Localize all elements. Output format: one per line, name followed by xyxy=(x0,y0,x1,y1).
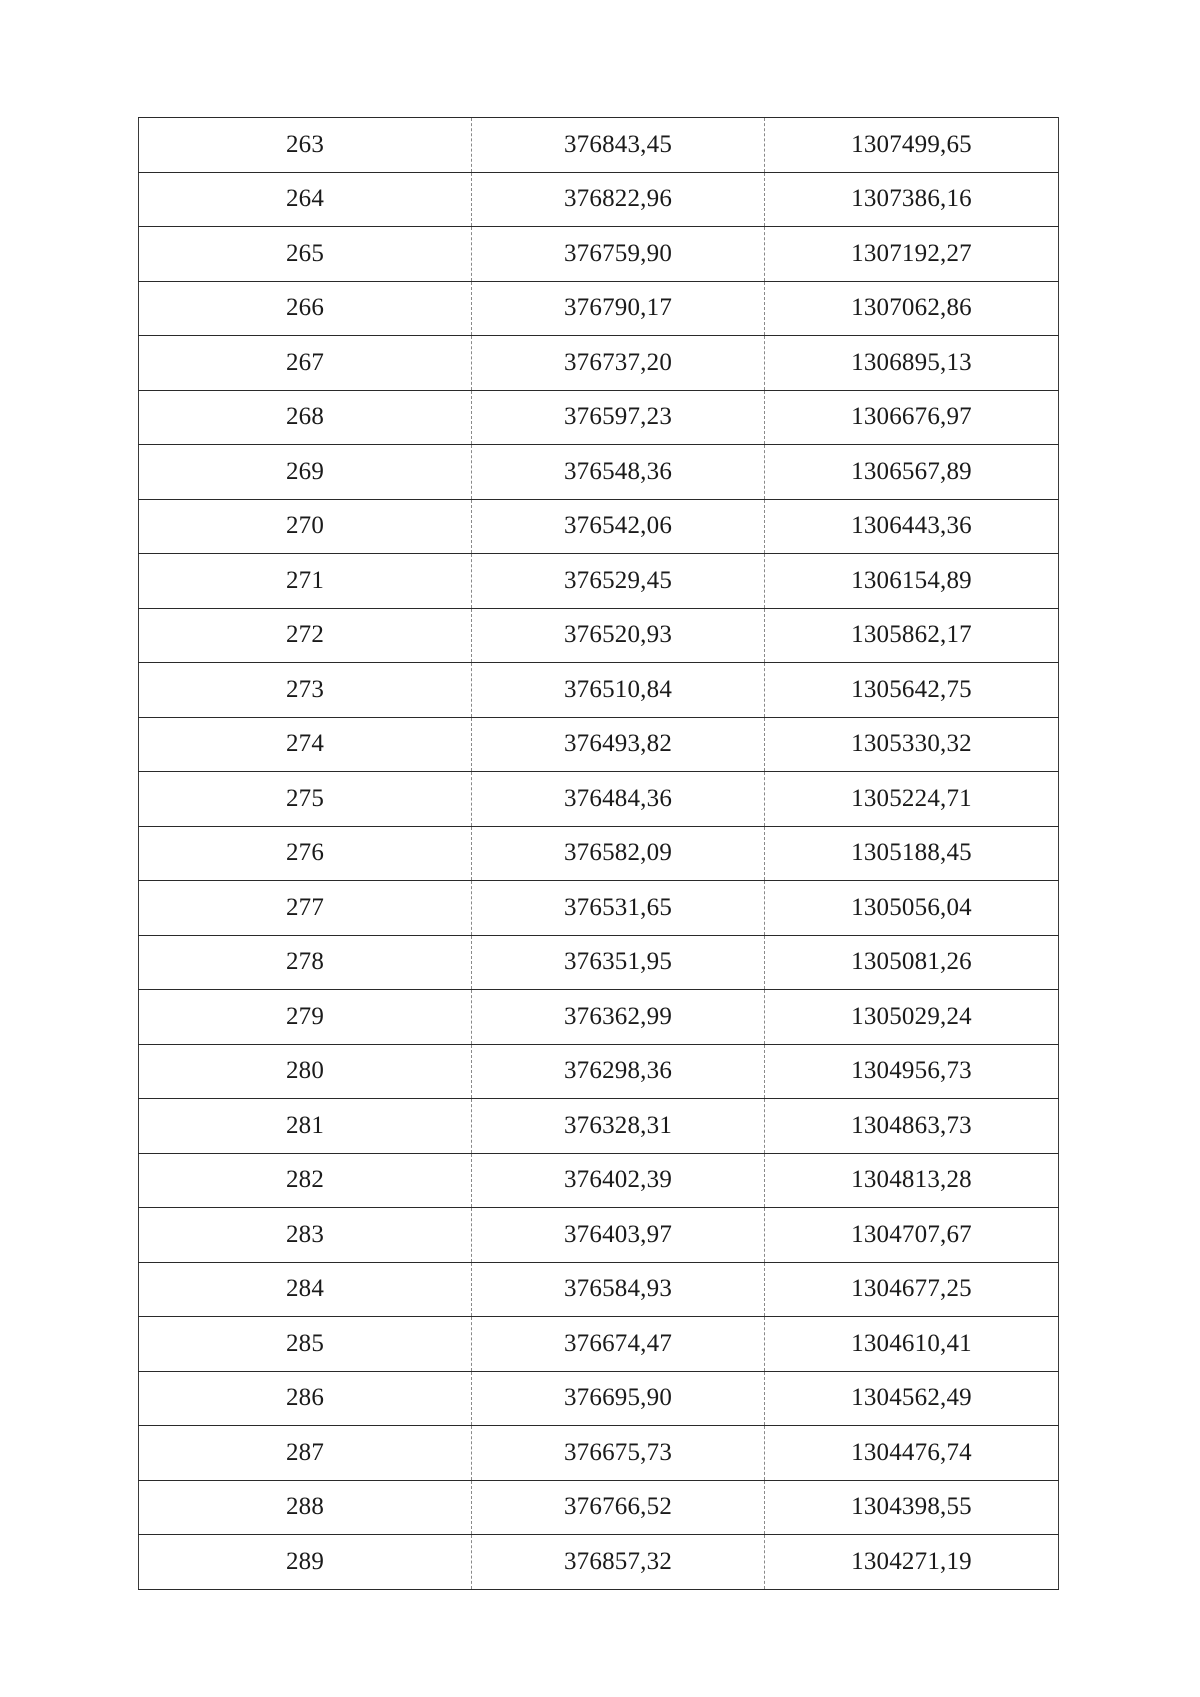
x-coordinate-cell: 376766,52 xyxy=(472,1480,765,1535)
point-number-cell: 284 xyxy=(139,1262,472,1317)
x-coordinate-cell: 376298,36 xyxy=(472,1044,765,1099)
point-number-cell: 265 xyxy=(139,227,472,282)
x-coordinate-cell: 376790,17 xyxy=(472,281,765,336)
table-row xyxy=(139,281,1059,336)
point-number-cell: 274 xyxy=(139,717,472,772)
point-number-cell: 267 xyxy=(139,336,472,391)
y-coordinate-cell: 1305330,32 xyxy=(765,717,1059,772)
table-row xyxy=(139,1535,1059,1590)
y-coordinate-cell: 1305188,45 xyxy=(765,826,1059,881)
x-coordinate-cell: 376857,32 xyxy=(472,1535,765,1590)
y-coordinate-cell: 1306895,13 xyxy=(765,336,1059,391)
table-row xyxy=(139,881,1059,936)
y-coordinate-cell: 1306567,89 xyxy=(765,445,1059,500)
y-coordinate-cell: 1307062,86 xyxy=(765,281,1059,336)
x-coordinate-cell: 376520,93 xyxy=(472,608,765,663)
y-coordinate-cell: 1305029,24 xyxy=(765,990,1059,1045)
point-number-cell: 263 xyxy=(139,118,472,173)
table-row xyxy=(139,935,1059,990)
point-number-cell: 280 xyxy=(139,1044,472,1099)
point-number-cell: 283 xyxy=(139,1208,472,1263)
table-row xyxy=(139,554,1059,609)
y-coordinate-cell: 1306676,97 xyxy=(765,390,1059,445)
y-coordinate-cell: 1307499,65 xyxy=(765,118,1059,173)
y-coordinate-cell: 1304562,49 xyxy=(765,1371,1059,1426)
y-coordinate-cell: 1304863,73 xyxy=(765,1099,1059,1154)
y-coordinate-cell: 1305224,71 xyxy=(765,772,1059,827)
table-row xyxy=(139,445,1059,500)
table-row xyxy=(139,1371,1059,1426)
x-coordinate-cell: 376529,45 xyxy=(472,554,765,609)
x-coordinate-cell: 376674,47 xyxy=(472,1317,765,1372)
table-row xyxy=(139,336,1059,391)
y-coordinate-cell: 1304610,41 xyxy=(765,1317,1059,1372)
y-coordinate-cell: 1306443,36 xyxy=(765,499,1059,554)
x-coordinate-cell: 376328,31 xyxy=(472,1099,765,1154)
x-coordinate-cell: 376548,36 xyxy=(472,445,765,500)
table-row xyxy=(139,717,1059,772)
table-row xyxy=(139,118,1059,173)
point-number-cell: 278 xyxy=(139,935,472,990)
point-number-cell: 281 xyxy=(139,1099,472,1154)
x-coordinate-cell: 376531,65 xyxy=(472,881,765,936)
table-row xyxy=(139,499,1059,554)
point-number-cell: 264 xyxy=(139,172,472,227)
x-coordinate-cell: 376675,73 xyxy=(472,1426,765,1481)
y-coordinate-cell: 1307192,27 xyxy=(765,227,1059,282)
point-number-cell: 288 xyxy=(139,1480,472,1535)
table-row xyxy=(139,772,1059,827)
point-number-cell: 269 xyxy=(139,445,472,500)
table-row xyxy=(139,990,1059,1045)
point-number-cell: 270 xyxy=(139,499,472,554)
y-coordinate-cell: 1304956,73 xyxy=(765,1044,1059,1099)
x-coordinate-cell: 376362,99 xyxy=(472,990,765,1045)
y-coordinate-cell: 1304707,67 xyxy=(765,1208,1059,1263)
point-number-cell: 286 xyxy=(139,1371,472,1426)
x-coordinate-cell: 376402,39 xyxy=(472,1153,765,1208)
coordinates-table xyxy=(138,117,1059,1590)
y-coordinate-cell: 1307386,16 xyxy=(765,172,1059,227)
table-row xyxy=(139,663,1059,718)
y-coordinate-cell: 1304677,25 xyxy=(765,1262,1059,1317)
point-number-cell: 273 xyxy=(139,663,472,718)
point-number-cell: 285 xyxy=(139,1317,472,1372)
y-coordinate-cell: 1305642,75 xyxy=(765,663,1059,718)
table-row xyxy=(139,1426,1059,1481)
table-row xyxy=(139,1099,1059,1154)
y-coordinate-cell: 1305056,04 xyxy=(765,881,1059,936)
table-row xyxy=(139,1262,1059,1317)
point-number-cell: 276 xyxy=(139,826,472,881)
point-number-cell: 279 xyxy=(139,990,472,1045)
x-coordinate-cell: 376584,93 xyxy=(472,1262,765,1317)
point-number-cell: 266 xyxy=(139,281,472,336)
x-coordinate-cell: 376737,20 xyxy=(472,336,765,391)
y-coordinate-cell: 1304271,19 xyxy=(765,1535,1059,1590)
y-coordinate-cell: 1304398,55 xyxy=(765,1480,1059,1535)
x-coordinate-cell: 376484,36 xyxy=(472,772,765,827)
table-row xyxy=(139,608,1059,663)
x-coordinate-cell: 376510,84 xyxy=(472,663,765,718)
x-coordinate-cell: 376493,82 xyxy=(472,717,765,772)
x-coordinate-cell: 376843,45 xyxy=(472,118,765,173)
point-number-cell: 268 xyxy=(139,390,472,445)
x-coordinate-cell: 376542,06 xyxy=(472,499,765,554)
x-coordinate-cell: 376403,97 xyxy=(472,1208,765,1263)
x-coordinate-cell: 376597,23 xyxy=(472,390,765,445)
x-coordinate-cell: 376582,09 xyxy=(472,826,765,881)
x-coordinate-cell: 376695,90 xyxy=(472,1371,765,1426)
point-number-cell: 289 xyxy=(139,1535,472,1590)
table-row xyxy=(139,390,1059,445)
point-number-cell: 271 xyxy=(139,554,472,609)
x-coordinate-cell: 376759,90 xyxy=(472,227,765,282)
x-coordinate-cell: 376822,96 xyxy=(472,172,765,227)
x-coordinate-cell: 376351,95 xyxy=(472,935,765,990)
table-row xyxy=(139,1044,1059,1099)
point-number-cell: 272 xyxy=(139,608,472,663)
table-row xyxy=(139,1480,1059,1535)
table-row xyxy=(139,1153,1059,1208)
table-row xyxy=(139,1208,1059,1263)
table-row xyxy=(139,172,1059,227)
point-number-cell: 287 xyxy=(139,1426,472,1481)
y-coordinate-cell: 1305081,26 xyxy=(765,935,1059,990)
point-number-cell: 282 xyxy=(139,1153,472,1208)
table-row xyxy=(139,1317,1059,1372)
table-row xyxy=(139,826,1059,881)
point-number-cell: 275 xyxy=(139,772,472,827)
point-number-cell: 277 xyxy=(139,881,472,936)
y-coordinate-cell: 1306154,89 xyxy=(765,554,1059,609)
table-row xyxy=(139,227,1059,282)
y-coordinate-cell: 1305862,17 xyxy=(765,608,1059,663)
coordinates-table-body xyxy=(139,118,1059,1590)
y-coordinate-cell: 1304813,28 xyxy=(765,1153,1059,1208)
y-coordinate-cell: 1304476,74 xyxy=(765,1426,1059,1481)
